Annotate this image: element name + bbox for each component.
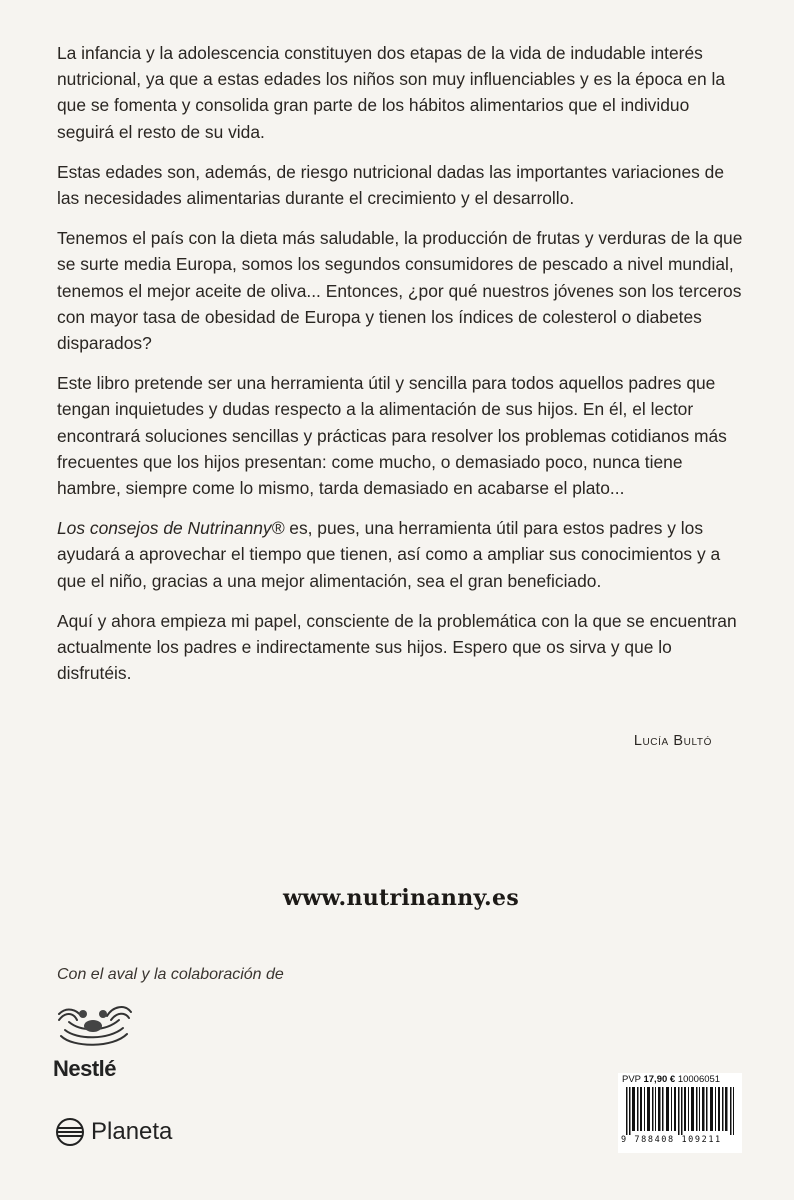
planeta-wordmark: Planeta — [91, 1118, 173, 1145]
paragraph-4: Este libro pretende ser una herramienta útil y sencilla para todos aquellos padres que tengan inquietudes y dudas respecto a la alimentación de sus hijos. En él, el lector encontrará soluciones sencillas y prácticas para resolver los problemas cotidianos más frecuentes que los hijos presentan: come mucho, o demasiado poco, nunca tiene hambre, siempre come lo mismo, tarda demasiado en acabarse el plato... — [57, 373, 727, 499]
book-title-italic: Los consejos de Nutrinanny® — [57, 518, 285, 539]
paragraph-6: Aquí y ahora empieza mi papel, consciente de la problemática con la que se encuentran actualmente los padres e indirectamente sus hijos. Espero que os sirva y que lo disfrutéis. — [57, 610, 737, 684]
pvp-label: PVP — [622, 1074, 641, 1085]
back-cover-text — [57, 40, 747, 700]
nestle-nest-logo-icon — [53, 1000, 135, 1054]
website-link[interactable]: www.nutrinanny.es — [283, 885, 520, 911]
planeta-logo — [55, 1115, 172, 1149]
barcode-label — [618, 1073, 742, 1153]
price: 17,90 € — [643, 1074, 676, 1085]
collaboration-note: Con el aval y la colaboración de — [57, 966, 284, 983]
paragraph-5 — [57, 515, 747, 594]
author-signature: Lucía Bultó — [633, 733, 712, 749]
isbn-number: 9 788408 109211 — [621, 1135, 722, 1145]
paragraph-2: Estas edades son, además, de riesgo nutricional dadas las importantes variaciones de las necesidades alimentarias durante el crecimiento y el desarrollo. — [57, 161, 725, 209]
paragraph-3: Tenemos el país con la dieta más saludable, la producción de frutas y verduras de la que se surte media Europa, somos los segundos consumidores de pescado a nivel mundial, tenemos el mejor aceite de oliva... Entonces, ¿por qué nuestros jóvenes son los terceros con mayor tasa de obesidad de Europa y tienen los índices de colesterol o diabetes disparados? — [57, 228, 743, 354]
product-code: 10006051 — [677, 1074, 721, 1085]
paragraph-5-rest: es, pues, una herramienta útil para estos padres y los ayudará a aprovechar el tiempo que tienen, así como a ampliar sus conocimientos y a que el niño, gracias a una mejor alimentación, sea el gran beneficiado. — [57, 518, 721, 591]
paragraph-1: La infancia y la adolescencia constituyen dos etapas de la vida de indudable interés nutricional, ya que a estas edades los niños son muy influenciables y es la época en la que se fomenta y consolida gran parte de los hábitos alimentarios que el individuo seguirá el resto de su vida. — [57, 43, 726, 142]
planeta-globe-logo-icon — [55, 1117, 85, 1147]
nestle-logo — [53, 1000, 153, 1080]
nestle-wordmark: Nestlé — [53, 1056, 117, 1081]
barcode-icon — [626, 1087, 734, 1135]
price-line — [622, 1074, 720, 1085]
